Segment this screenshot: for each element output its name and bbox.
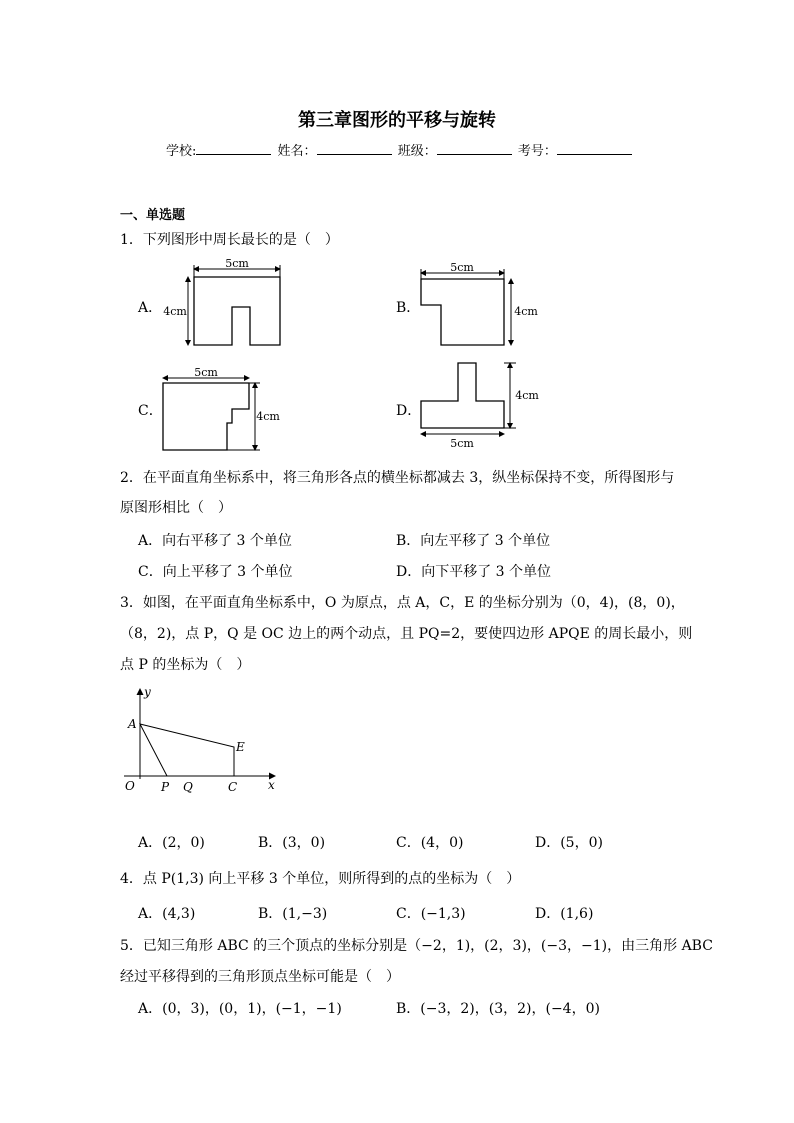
q4-stem: 4．点 P(1,3) 向上平移 3 个单位，则所得到的点的坐标为（ ） [120,871,521,887]
fig-c-width-label: 5cm [194,366,218,379]
school-label: 学校: [166,144,197,159]
q5-option-a: A．(0，3)，(0，1)，(−1，−1) [138,1001,342,1017]
q4-option-c: C．(−1,3) [396,906,466,922]
q5-line1: 5．已知三角形 ABC 的三个顶点的坐标分别是（−2，1)，(2，3)，(−3，−1)，由三角形 ABC [120,938,713,954]
q5-line2: 经过平移得到的三角形顶点坐标可能是（ ） [120,969,400,985]
q1-stem: 1．下列图形中周长最长的是（ ） [120,232,339,248]
fig-a-height-label: 4cm [163,305,187,318]
q3-option-b: B．(3，0) [258,835,326,851]
y-axis-label: y [144,685,151,699]
origin-label: O [125,779,135,793]
class-blank [437,142,512,155]
point-e-label: E [236,740,245,754]
exam-no-label: 考号： [517,144,557,159]
name-blank [317,142,392,155]
fig-b-height-label: 4cm [514,305,538,318]
q1-figures [0,255,794,455]
point-q-label: Q [183,780,193,794]
q5-option-b: B．(−3，2)，(3，2)，(−4，0) [396,1001,600,1017]
figure-c [163,366,280,450]
q2-line1: 2．在平面直角坐标系中，将三角形各点的横坐标都减去 3，纵坐标保持不变，所得图形与 [120,470,675,486]
point-p-label: P [161,780,170,794]
q3-option-c: C．(4，0) [396,835,464,851]
fig-d-height-label: 4cm [515,389,539,402]
q4-option-a: A．(4,3) [138,906,196,922]
figure-b [421,261,538,345]
q2-option-b: B．向左平移了 3 个单位 [396,533,551,549]
section-heading: 一、单选题 [120,208,186,223]
class-label: 班级： [397,144,437,159]
point-c-label: C [228,780,238,794]
school-blank [196,142,271,155]
fig-b-width-label: 5cm [450,261,474,274]
name-label: 姓名： [277,144,317,159]
q3-line1: 3．如图，在平面直角坐标系中，O 为原点，点 A，C，E 的坐标分别为（0，4)，(8，0)， [120,595,685,611]
student-info-line [166,140,634,159]
exam-no-blank [557,142,632,155]
q2-line2: 原图形相比（ ） [120,500,232,516]
q1-label-b: B． [396,300,421,316]
q2-option-d: D．向下平移了 3 个单位 [396,564,552,580]
fig-a-width-label: 5cm [225,257,249,270]
x-axis-label: x [268,778,275,792]
quadrilateral-apqe [140,724,234,776]
q4-option-d: D．(1,6) [535,906,594,922]
q2-option-c: C．向上平移了 3 个单位 [138,564,293,580]
q4-option-b: B．(1,−3) [258,906,328,922]
fig-c-height-label: 4cm [256,410,280,423]
q3-line3: 点 P 的坐标为（ ） [120,657,251,673]
figure-d [421,363,539,450]
q3-option-a: A．(2，0) [138,835,205,851]
q2-option-a: A．向右平移了 3 个单位 [138,533,292,549]
point-a-label: A [128,717,137,731]
fig-d-width-label: 5cm [450,437,474,450]
page-title: 第三章图形的平移与旋转 [298,110,496,131]
q3-coordinate-figure [110,683,290,798]
q1-label-a: A． [138,300,163,316]
q1-label-d: D． [396,403,422,419]
q3-line2: （8，2)，点 P，Q 是 OC 边上的两个动点，且 PQ=2，要使四边形 APQE 的周长最小，则 [120,626,693,642]
figure-a [163,257,280,345]
q1-label-c: C． [138,403,163,419]
q3-option-d: D．(5，0) [535,835,603,851]
